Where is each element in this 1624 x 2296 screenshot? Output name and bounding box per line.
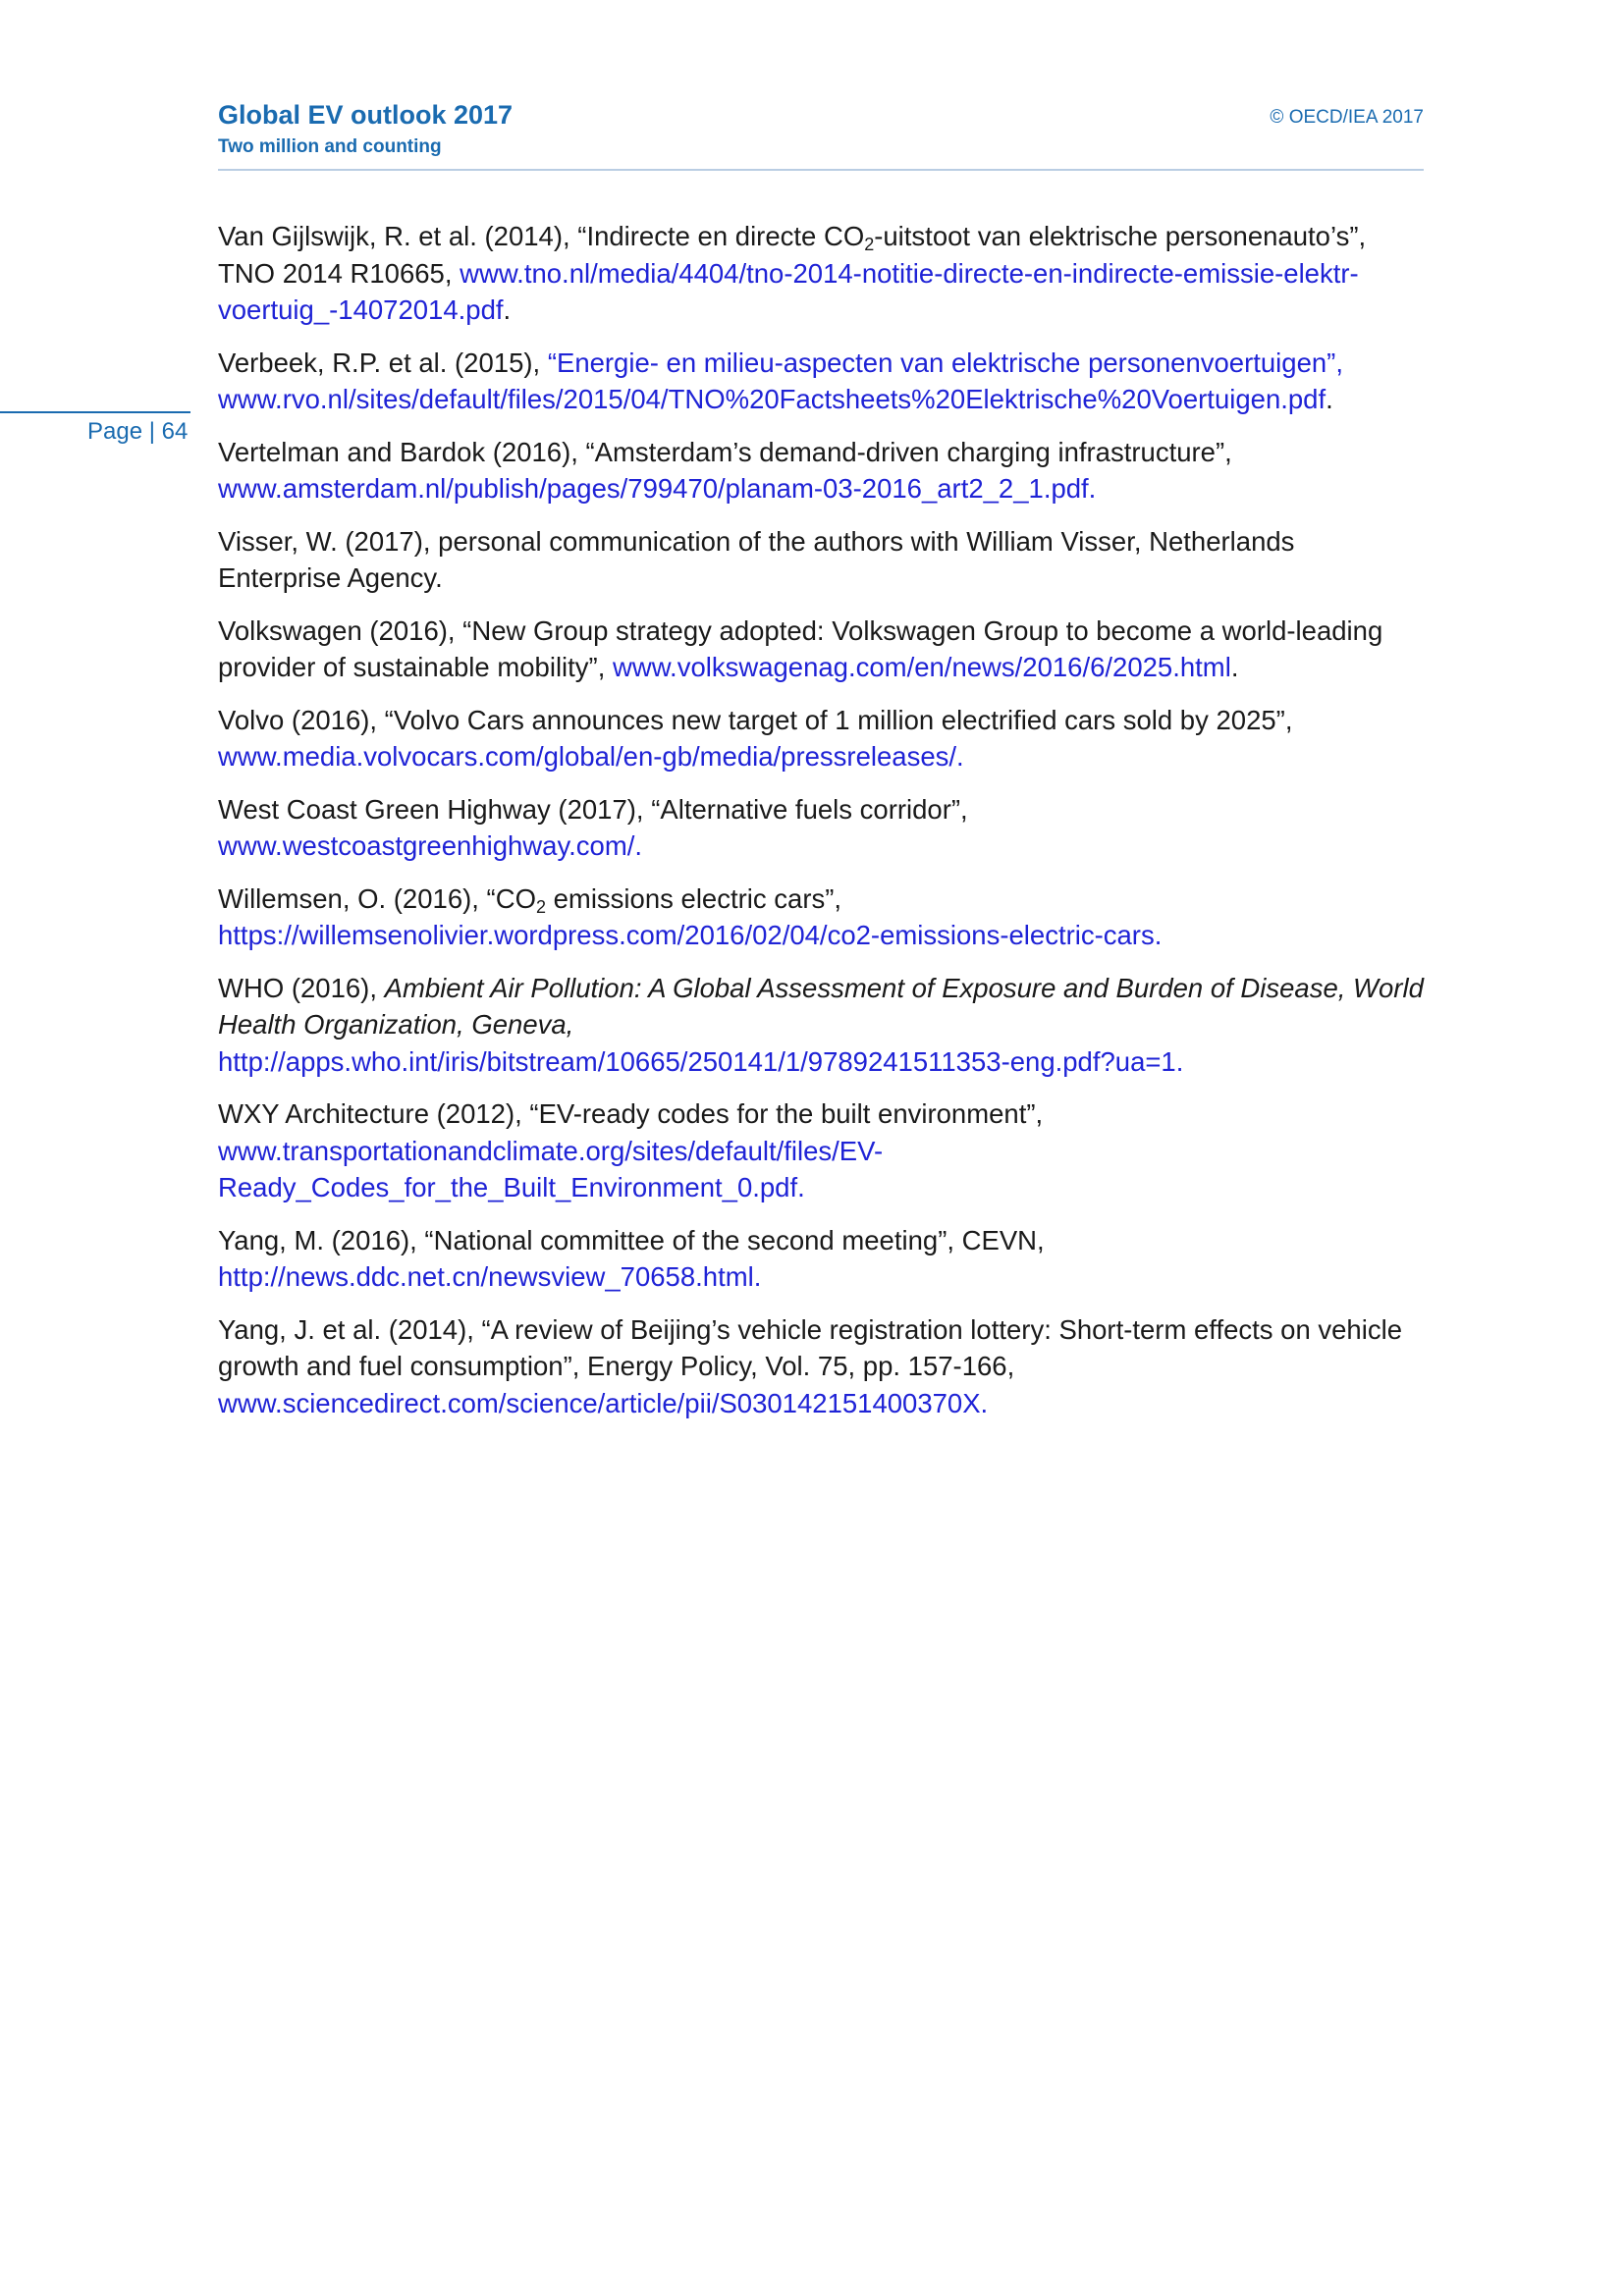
reference-punctuation: .: [503, 294, 512, 325]
reference-text: Van Gijlswijk, R. et al. (2014), “Indirecte en directe CO: [218, 221, 865, 251]
page-marker-rule: [0, 411, 190, 413]
reference-list: [218, 218, 1424, 1437]
reference-verbeek: [218, 345, 1424, 418]
reference-link[interactable]: http://apps.who.int/iris/bitstream/10665/250141/1/9789241511353-eng.pdf?ua=1.: [218, 1045, 1184, 1077]
report-subtitle: Two million and counting: [218, 136, 442, 157]
page-number: Page | 64: [87, 418, 189, 445]
reference-link[interactable]: www.volkswagenag.com/en/news/2016/6/2025.html: [613, 652, 1231, 682]
reference-vertelman: [218, 434, 1424, 507]
subscript: 2: [864, 235, 875, 254]
reference-punctuation: .: [1326, 384, 1333, 414]
reference-link[interactable]: www.transportationandclimate.org/sites/default/files/EV-Ready_Codes_for_the_Built_Environment_0.pdf.: [218, 1135, 884, 1202]
reference-text: Vertelman and Bardok (2016), “Amsterdam’s demand-driven charging infrastructure”,: [218, 436, 1232, 467]
reference-text: Volvo (2016), “Volvo Cars announces new target of 1 million electrified cars sold by 2025”,: [218, 704, 1293, 735]
reference-text: Yang, M. (2016), “National committee of the second meeting”, CEVN,: [218, 1224, 1045, 1255]
reference-link[interactable]: “Energie- en milieu-aspecten van elektrische personenvoertuigen”,: [547, 347, 1343, 378]
reference-willemsen: [218, 881, 1424, 954]
subscript: 2: [535, 896, 546, 917]
reference-text: West Coast Green Highway (2017), “Alternative fuels corridor”,: [218, 793, 968, 825]
reference-text: -uitstoot van elektrische personenauto’s”, TNO 2014 R10665,: [218, 221, 1367, 289]
copyright-notice: © OECD/IEA 2017: [1270, 107, 1424, 128]
reference-visser: [218, 523, 1424, 597]
reference-who: [218, 970, 1424, 1081]
reference-link[interactable]: http://news.ddc.net.cn/newsview_70658.html.: [218, 1261, 762, 1292]
reference-text: Volkswagen (2016), “New Group strategy adopted: Volkswagen Group to become a world-leading provider of sustainable mobility”,: [218, 614, 1383, 682]
reference-text: Willemsen, O. (2016), “CO: [218, 882, 536, 914]
reference-link[interactable]: www.tno.nl/media/4404/tno-2014-notitie-directe-en-indirecte-emissie-elektr-voertuig_-14072014.pdf: [218, 257, 1359, 325]
reference-text: emissions electric cars”,: [545, 882, 842, 914]
reference-text: WXY Architecture (2012), “EV-ready codes for the built environment”,: [218, 1098, 1044, 1129]
reference-volkswagen: [218, 613, 1424, 686]
reference-title: Ambient Air Pollution: A Global Assessment of Exposure and Burden of Disease, World Health Organization, Geneva,: [218, 972, 1424, 1040]
reference-van-gijlswijk: [218, 218, 1424, 329]
reference-text: Visser, W. (2017), personal communication of the authors with William Visser, Netherlands Enterprise Agency.: [218, 525, 1295, 593]
reference-link[interactable]: www.sciencedirect.com/science/article/pii/S030142151400370X.: [218, 1387, 989, 1418]
reference-wxy: [218, 1095, 1424, 1206]
reference-yang-j: [218, 1311, 1424, 1422]
reference-link[interactable]: www.media.volvocars.com/global/en-gb/media/pressreleases/.: [218, 741, 964, 772]
reference-link[interactable]: https://willemsenolivier.wordpress.com/2016/02/04/co2-emissions-electric-cars.: [218, 920, 1163, 950]
report-title: Global EV outlook 2017: [218, 100, 514, 130]
reference-link[interactable]: www.westcoastgreenhighway.com/.: [218, 830, 643, 861]
reference-yang-m: [218, 1222, 1424, 1296]
reference-text: Yang, J. et al. (2014), “A review of Beijing’s vehicle registration lottery: Short-term effects on vehicle growth and fuel consumption”, Energy Policy, Vol. 75, pp. 157-166,: [218, 1313, 1402, 1381]
reference-link[interactable]: www.amsterdam.nl/publish/pages/799470/planam-03-2016_art2_2_1.pdf.: [218, 473, 1097, 504]
reference-link[interactable]: www.rvo.nl/sites/default/files/2015/04/TNO%20Factsheets%20Elektrische%20Voertuigen.pdf: [218, 384, 1326, 414]
reference-text: Verbeek, R.P. et al. (2015),: [218, 347, 548, 378]
reference-west-coast: [218, 791, 1424, 865]
reference-text: WHO (2016),: [218, 972, 385, 1003]
page-header: [218, 98, 1424, 171]
reference-volvo: [218, 702, 1424, 775]
reference-punctuation: .: [1230, 652, 1239, 682]
